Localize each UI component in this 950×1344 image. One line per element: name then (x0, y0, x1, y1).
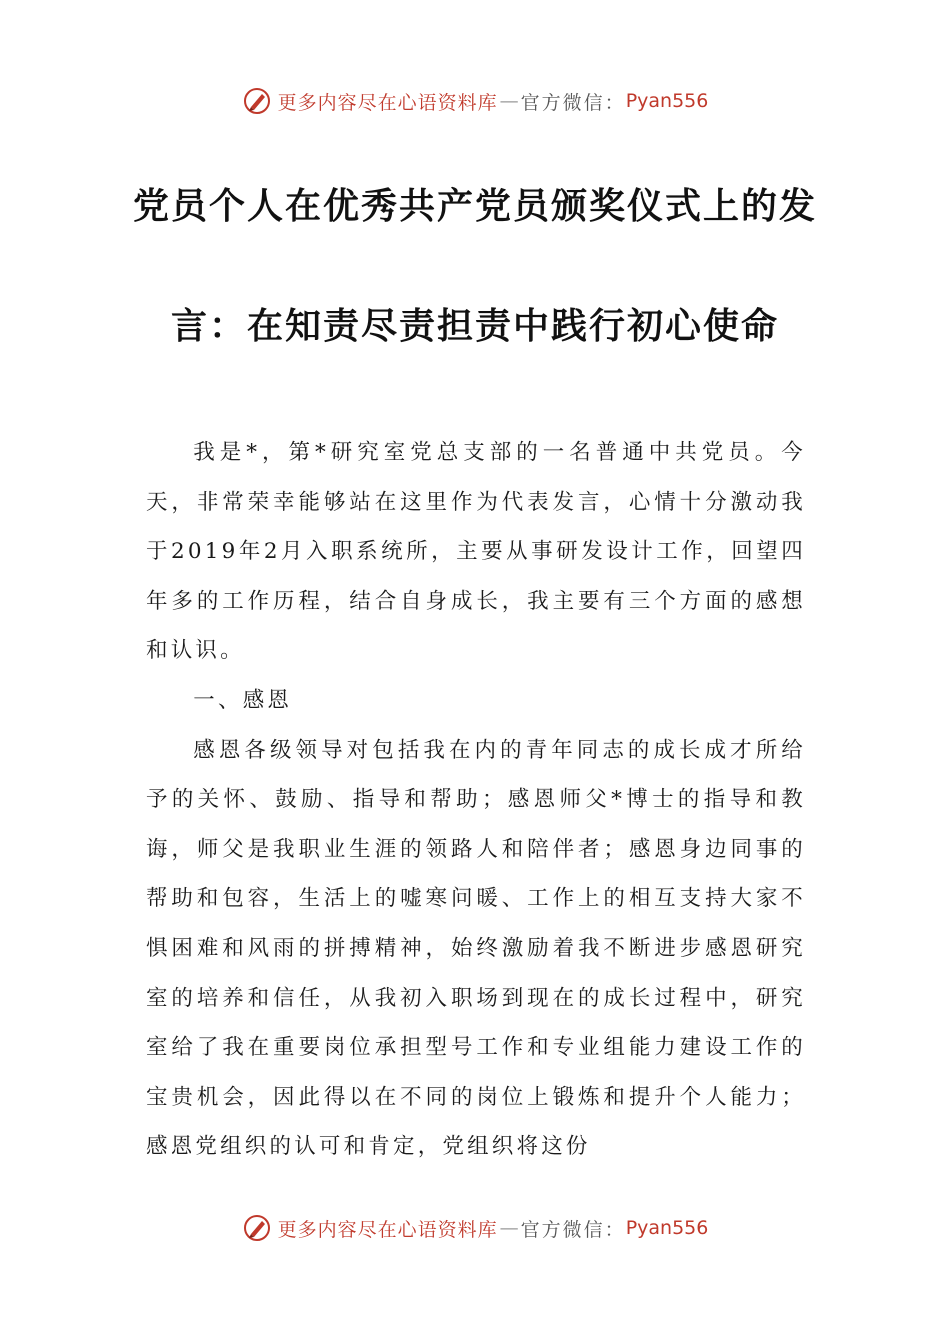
section-heading-gratitude: 一、感恩 (193, 687, 293, 713)
paragraph-gratitude: 感恩各级领导对包括我在内的青年同志的成长成才所给予的关怀、鼓励、指导和帮助；感恩师父*博士的指导和教诲，师父是我职业生涯的领路人和陪伴者；感恩身边同事的帮助和包容，生活上的嘘寒问暖、工作上的相互支持大家不惧困难和风雨的拼搏精神，始终激励着我不断进步感恩研究室的培养和信任，从我初入职场到现在的成长过程中，研究室给了我在重要岗位承担型号工作和专业组能力建设工作的宝贵机会，因此得以在不同的岗位上锻炼和提升个人能力；感恩党组织的认可和肯定，党组织将这份 (146, 737, 806, 1160)
pen-logo-icon (242, 86, 272, 116)
watermark-dash: — (499, 1217, 519, 1239)
document-title-line-1: 党员个人在优秀共产党员颁奖仪式上的发 (132, 185, 817, 227)
paragraph-intro: 我是*，第*研究室党总支部的一名普通中共党员。今天，非常荣幸能够站在这里作为代表发言，心情十分激动我于2019年2月入职系统所，主要从事研发设计工作，回望四年多的工作历程，结合自身成长，我主要有三个方面的感想和认识。 (146, 440, 806, 664)
document-title-line-2: 言：在知责尽责担责中践行初心使命 (170, 305, 779, 347)
header-watermark (0, 86, 950, 116)
footer-watermark (0, 1213, 950, 1243)
watermark-wechat-id: Pyan556 (625, 90, 709, 112)
watermark-wechat-id: Pyan556 (625, 1217, 709, 1239)
watermark-dash: — (499, 90, 519, 112)
watermark-label: 官方微信： (520, 1218, 626, 1241)
watermark-brand: 更多内容尽在心语资料库 (277, 1218, 498, 1241)
document-body (146, 428, 806, 1172)
pen-logo-icon (242, 1213, 272, 1243)
watermark-label: 官方微信： (520, 91, 626, 114)
watermark-brand: 更多内容尽在心语资料库 (277, 91, 498, 114)
